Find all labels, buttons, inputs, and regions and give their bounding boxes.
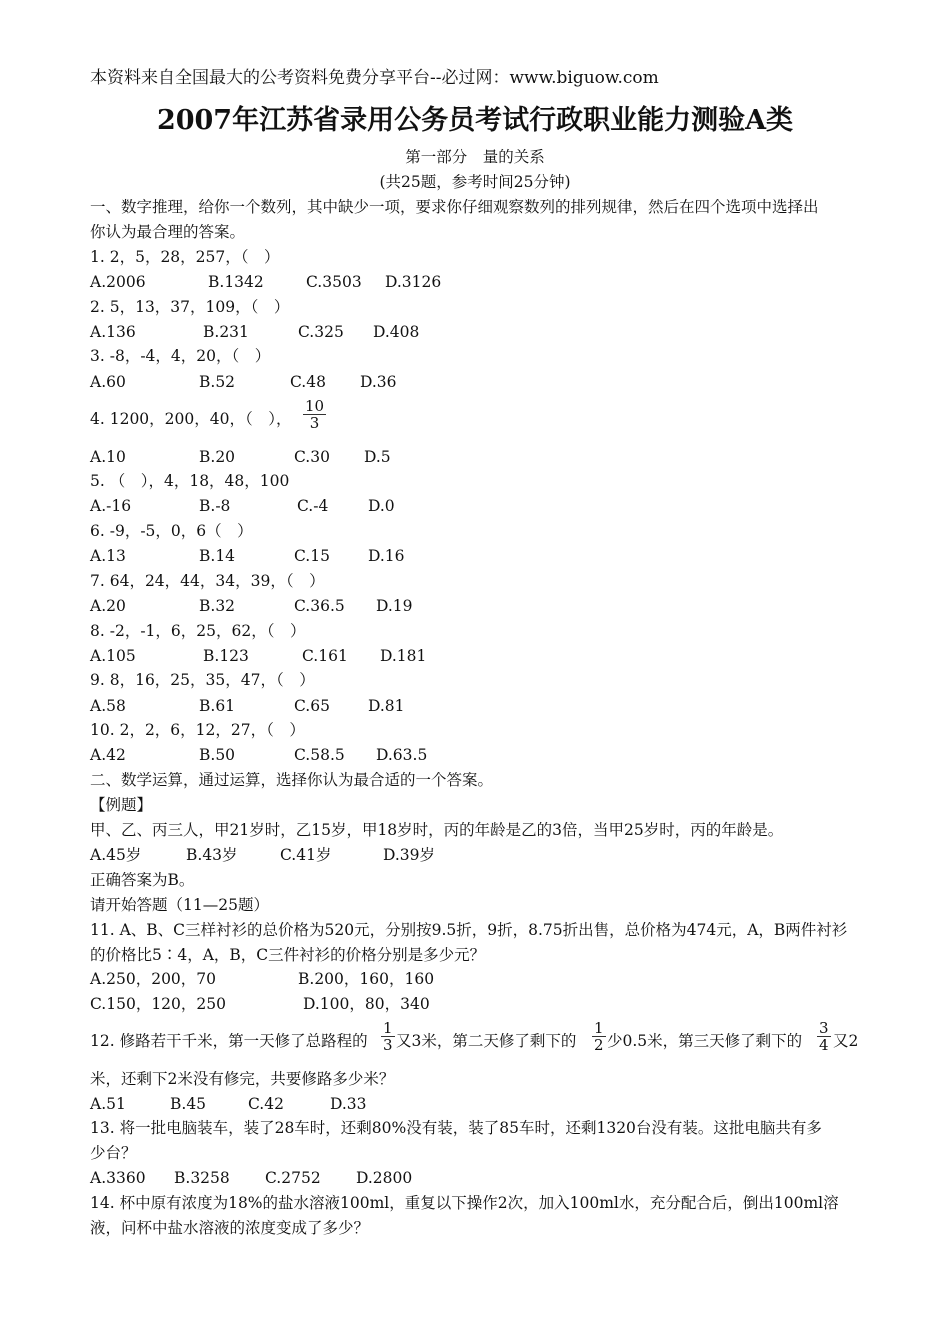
option-b: B.231 <box>203 323 249 341</box>
option-d: D.3126 <box>385 273 442 291</box>
example-answer: 正确答案为B。 <box>90 871 195 889</box>
option-a: A.51 <box>90 1095 126 1113</box>
option-c: C.325 <box>298 323 344 341</box>
option-b: B.45 <box>170 1095 207 1113</box>
option-d: D.408 <box>373 323 420 341</box>
part-note: (共25题，参考时间25分钟) <box>379 173 571 191</box>
option-d: D.36 <box>360 373 397 391</box>
option-b: B.50 <box>199 746 236 764</box>
fraction-numerator: 10 <box>305 397 325 415</box>
q11-line2: 的价格比5∶4，A，B，C三件衬衫的价格分别是多少元？ <box>90 946 486 964</box>
option-c: C.150，120，250 <box>90 995 226 1013</box>
option-c: C.36.5 <box>294 597 345 615</box>
option-d: D.16 <box>368 547 405 565</box>
option-a: A.2006 <box>90 273 146 291</box>
q12-line2: 米，还剩下2米没有修完，共要修路多少米？ <box>90 1070 395 1088</box>
option-d: D.2800 <box>356 1169 413 1187</box>
fraction-denominator: 2 <box>594 1036 604 1054</box>
q12-part4: 又2 <box>833 1032 859 1050</box>
option-c: C.161 <box>302 647 348 665</box>
section2-intro: 二、数学运算，通过运算，选择你认为最合适的一个答案。 <box>90 771 494 789</box>
option-a: A.13 <box>90 547 126 565</box>
fraction <box>815 1020 833 1053</box>
option-d: D.0 <box>368 497 395 515</box>
question-stem: 2. 5，13，37，109，（ ） <box>90 298 290 316</box>
question-stem: 6. -9，-5，0，6（ ） <box>90 522 253 540</box>
fraction <box>590 1020 608 1053</box>
example-text: 甲、乙、丙三人，甲21岁时，乙15岁，甲18岁时，丙的年龄是乙的3倍，当甲25岁时，丙的年龄是。 <box>90 821 784 839</box>
option-d: D.81 <box>368 697 405 715</box>
option-a: A.45岁 <box>90 846 142 864</box>
question-stem: 8. -2，-1，6，25，62，（ ） <box>90 622 306 640</box>
option-a: A.105 <box>90 647 136 665</box>
option-c: C.3503 <box>306 273 362 291</box>
option-c: C.30 <box>294 448 330 466</box>
option-d: D.5 <box>364 448 391 466</box>
fraction <box>301 398 328 431</box>
option-c: C.58.5 <box>294 746 345 764</box>
document-title: 2007年江苏省录用公务员考试行政职业能力测验A类 <box>156 105 794 136</box>
q13-line2: 少台？ <box>90 1144 137 1162</box>
source-line: 本资料来自全国最大的公考资料免费分享平台--必过网：www.biguow.com <box>90 68 659 88</box>
option-d: D.181 <box>380 647 427 665</box>
option-b: B.32 <box>199 597 236 615</box>
option-d: D.19 <box>376 597 413 615</box>
option-a: A.10 <box>90 448 126 466</box>
option-b: B.52 <box>199 373 236 391</box>
option-a: A.42 <box>90 746 126 764</box>
fraction-denominator: 3 <box>383 1036 393 1054</box>
fraction-numerator: 1 <box>594 1019 604 1037</box>
q12-part3: 少0.5米，第三天修了剩下的 <box>607 1032 803 1050</box>
option-c: C.42 <box>248 1095 284 1113</box>
option-d: D.100，80，340 <box>303 995 430 1013</box>
fraction-denominator: 3 <box>309 414 320 432</box>
q12-part1: 12. 修路若干千米，第一天修了总路程的 <box>90 1032 368 1050</box>
option-b: B.43岁 <box>186 846 238 864</box>
option-c: C.48 <box>290 373 326 391</box>
option-d: D.33 <box>330 1095 367 1113</box>
q12-part2: 又3米，第二天修了剩下的 <box>396 1032 577 1050</box>
fraction-denominator: 4 <box>819 1036 829 1054</box>
start-note: 请开始答题（11—25题） <box>90 896 269 914</box>
fraction-numerator: 3 <box>819 1019 829 1037</box>
part-heading: 第一部分 量的关系 <box>405 148 545 166</box>
q14-line1: 14. 杯中原有浓度为18%的盐水溶液100ml，重复以下操作2次，加入100ml水，充分配合后，倒出100ml溶 <box>90 1194 839 1212</box>
option-b: B.-8 <box>199 497 231 515</box>
q13-line1: 13. 将一批电脑装车，装了28车时，还剩80%没有装，装了85车时，还剩1320台没有装。这批电脑共有多 <box>90 1119 822 1137</box>
question-stem: 1. 2，5，28，257，（ ） <box>90 248 280 266</box>
q11-line1: 11. A、B、C三样衬衫的总价格为520元，分别按9.5折，9折，8.75折出售，总价格为474元，A，B两件衬衫 <box>90 921 848 939</box>
example-label: 【例题】 <box>90 796 153 814</box>
option-b: B.200，160，160 <box>298 970 435 988</box>
question-stem: 10. 2，2，6，12，27，（ ） <box>90 721 305 739</box>
option-a: A.20 <box>90 597 126 615</box>
option-c: C.65 <box>294 697 330 715</box>
option-a: A.-16 <box>90 497 132 515</box>
option-b: B.1342 <box>208 273 264 291</box>
option-b: B.20 <box>199 448 236 466</box>
option-a: A.3360 <box>90 1169 146 1187</box>
option-a: A.58 <box>90 697 126 715</box>
option-c: C.15 <box>294 547 330 565</box>
question-stem: 4. 1200，200，40，（ ）， <box>90 410 292 428</box>
option-c: C.41岁 <box>280 846 332 864</box>
option-b: B.123 <box>203 647 249 665</box>
question-stem: 5. （ ），4，18，48，100 <box>90 472 290 490</box>
option-d: D.63.5 <box>376 746 428 764</box>
section1-intro-line2: 你认为最合理的答案。 <box>90 223 246 241</box>
option-d: D.39岁 <box>383 846 436 864</box>
fraction-numerator: 1 <box>383 1019 393 1037</box>
option-a: A.250，200，70 <box>90 970 217 988</box>
question-stem: 9. 8，16，25，35，47，（ ） <box>90 671 315 689</box>
option-a: A.136 <box>90 323 136 341</box>
option-c: C.2752 <box>265 1169 321 1187</box>
option-a: A.60 <box>90 373 126 391</box>
section1-intro-line1: 一、数字推理，给你一个数列，其中缺少一项，要求你仔细观察数列的排列规律，然后在四个选项中选择出 <box>90 198 819 216</box>
question-stem: 3. -8，-4，4，20，（ ） <box>90 347 271 365</box>
option-b: B.61 <box>199 697 236 715</box>
option-b: B.14 <box>199 547 236 565</box>
option-c: C.-4 <box>297 497 329 515</box>
fraction <box>379 1020 397 1053</box>
question-stem: 7. 64，24，44，34，39，（ ） <box>90 572 325 590</box>
option-b: B.3258 <box>174 1169 230 1187</box>
q14-line2: 液，问杯中盐水溶液的浓度变成了多少？ <box>90 1219 370 1237</box>
